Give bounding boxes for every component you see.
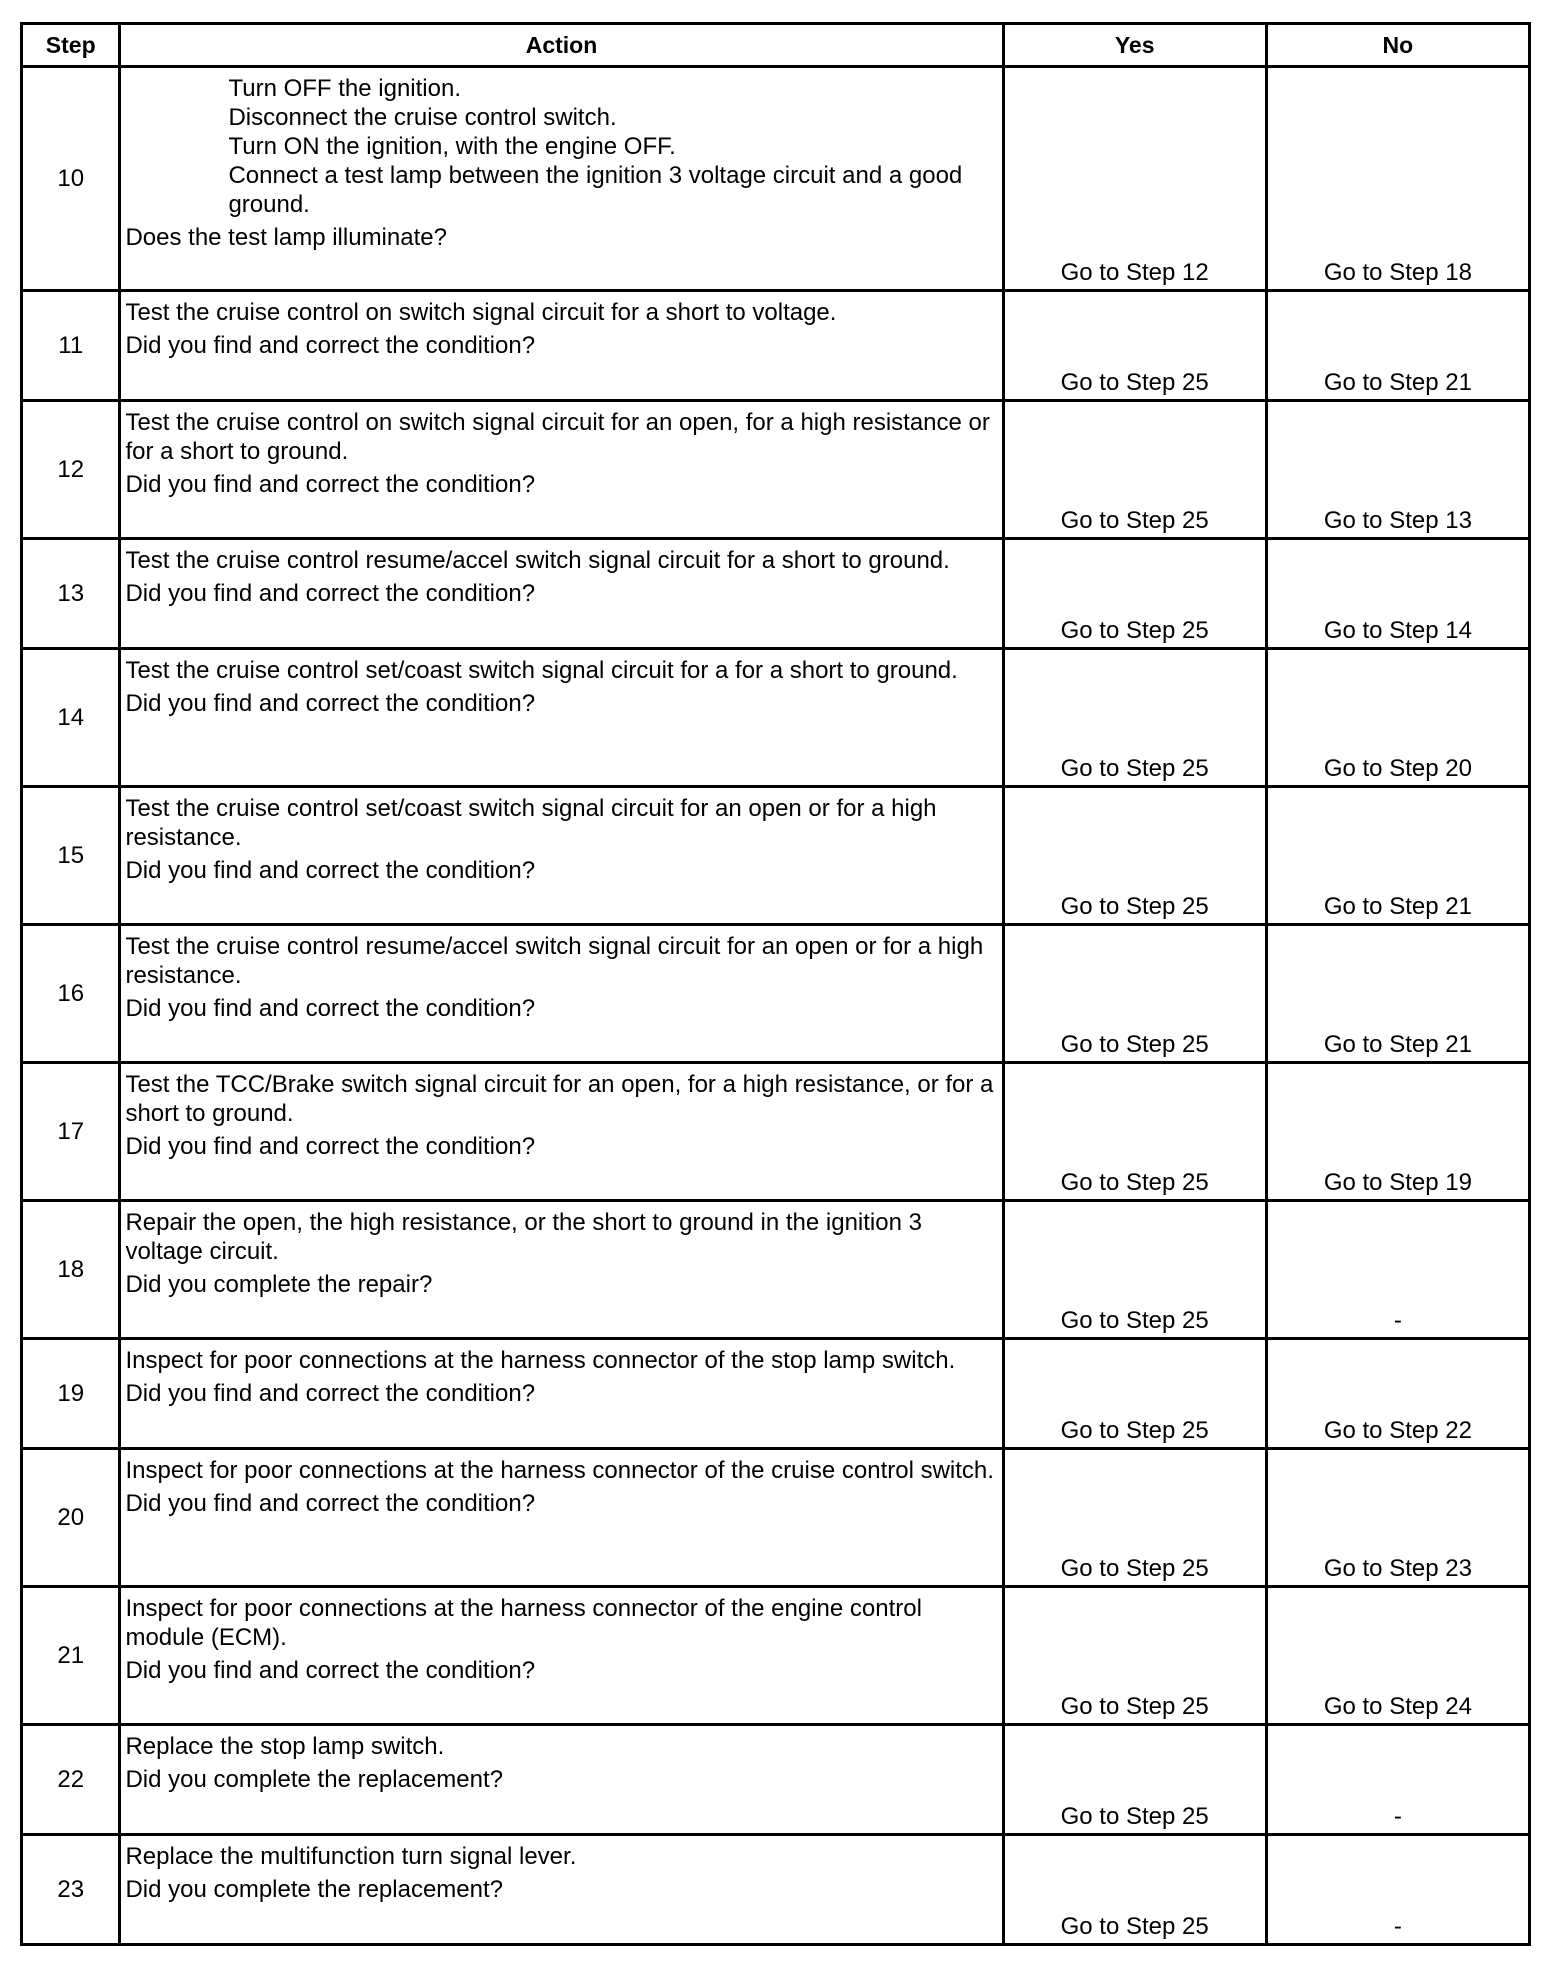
table-row	[22, 539, 1530, 649]
step-number: 14	[22, 649, 120, 787]
yes-cell	[1003, 539, 1266, 649]
step-number: 22	[22, 1725, 120, 1835]
action-cell	[120, 1201, 1003, 1339]
instruction-text: Replace the stop lamp switch.	[125, 1733, 445, 1760]
no-target: Go to Step 23	[1323, 1555, 1472, 1582]
yes-target: Go to Step 25	[1060, 617, 1209, 644]
instruction-text: Inspect for poor connections at the harness connector of the engine control module (ECM).	[125, 1595, 922, 1651]
question-text: Did you find and correct the condition?	[125, 1657, 536, 1684]
step-number: 11	[22, 291, 120, 401]
no-cell	[1266, 1449, 1529, 1587]
no-cell	[1266, 401, 1529, 539]
no-target: Go to Step 22	[1323, 1417, 1472, 1444]
question-text: Did you find and correct the condition?	[125, 471, 536, 498]
table-row	[22, 649, 1530, 787]
step-number: 19	[22, 1339, 120, 1449]
no-target: Go to Step 14	[1323, 617, 1472, 644]
no-cell	[1266, 1725, 1529, 1835]
instruction-list	[125, 74, 995, 219]
action-cell	[120, 787, 1003, 925]
yes-cell	[1003, 1339, 1266, 1449]
instruction-text: Test the cruise control resume/accel switch signal circuit for a short to ground.	[125, 547, 950, 574]
question-text: Did you complete the repair?	[125, 1271, 433, 1298]
question-text: Did you find and correct the condition?	[125, 690, 536, 717]
yes-target: Go to Step 12	[1060, 259, 1209, 286]
yes-cell	[1003, 1587, 1266, 1725]
yes-cell	[1003, 1201, 1266, 1339]
header-yes: Yes	[1003, 24, 1266, 67]
no-cell	[1266, 539, 1529, 649]
question-text: Did you complete the replacement?	[125, 1766, 503, 1793]
step-number: 23	[22, 1835, 120, 1945]
no-cell	[1266, 1201, 1529, 1339]
action-cell	[120, 1339, 1003, 1449]
table-row	[22, 1449, 1530, 1587]
yes-cell	[1003, 401, 1266, 539]
action-cell	[120, 925, 1003, 1063]
header-step: Step	[22, 24, 120, 67]
no-target: -	[1393, 1307, 1402, 1334]
no-target: Go to Step 24	[1323, 1693, 1472, 1720]
yes-cell	[1003, 1835, 1266, 1945]
header-no: No	[1266, 24, 1529, 67]
table-row	[22, 787, 1530, 925]
action-cell	[120, 291, 1003, 401]
instruction-text: Replace the multifunction turn signal lever.	[125, 1843, 577, 1870]
question-text: Does the test lamp illuminate?	[125, 224, 447, 251]
diagnostic-table	[20, 22, 1531, 1946]
no-cell	[1266, 649, 1529, 787]
instruction-text: Test the cruise control set/coast switch signal circuit for an open or for a high resistance.	[125, 795, 937, 851]
question-text: Did you complete the replacement?	[125, 1876, 503, 1903]
action-cell	[120, 1449, 1003, 1587]
instruction-item: Turn OFF the ignition.	[228, 75, 461, 102]
table-row	[22, 1063, 1530, 1201]
action-cell	[120, 649, 1003, 787]
yes-target: Go to Step 25	[1060, 507, 1209, 534]
question-text: Did you find and correct the condition?	[125, 1380, 536, 1407]
no-target: -	[1393, 1803, 1402, 1830]
instruction-text: Inspect for poor connections at the harness connector of the stop lamp switch.	[125, 1347, 956, 1374]
yes-target: Go to Step 25	[1060, 1417, 1209, 1444]
action-cell	[120, 401, 1003, 539]
instruction-text: Test the cruise control resume/accel switch signal circuit for an open or for a high resistance.	[125, 933, 984, 989]
table-row	[22, 1725, 1530, 1835]
instruction-text: Inspect for poor connections at the harness connector of the cruise control switch.	[125, 1457, 994, 1484]
step-number: 15	[22, 787, 120, 925]
yes-target: Go to Step 25	[1060, 1913, 1209, 1940]
step-number: 13	[22, 539, 120, 649]
yes-target: Go to Step 25	[1060, 1031, 1209, 1058]
action-cell	[120, 1725, 1003, 1835]
question-text: Did you find and correct the condition?	[125, 332, 536, 359]
table-row	[22, 1587, 1530, 1725]
step-number: 20	[22, 1449, 120, 1587]
yes-cell	[1003, 649, 1266, 787]
table-row	[22, 925, 1530, 1063]
no-cell	[1266, 1587, 1529, 1725]
instruction-item: Connect a test lamp between the ignition 3 voltage circuit and a good ground.	[228, 162, 963, 218]
no-target: Go to Step 18	[1323, 259, 1472, 286]
table-row	[22, 1339, 1530, 1449]
no-target: -	[1393, 1913, 1402, 1940]
yes-target: Go to Step 25	[1060, 1169, 1209, 1196]
no-cell	[1266, 291, 1529, 401]
action-cell	[120, 1835, 1003, 1945]
action-cell	[120, 1063, 1003, 1201]
no-cell	[1266, 1063, 1529, 1201]
question-text: Did you find and correct the condition?	[125, 857, 536, 884]
question-text: Did you find and correct the condition?	[125, 995, 536, 1022]
no-target: Go to Step 20	[1323, 755, 1472, 782]
step-number: 18	[22, 1201, 120, 1339]
yes-target: Go to Step 25	[1060, 1803, 1209, 1830]
no-cell	[1266, 1835, 1529, 1945]
no-target: Go to Step 21	[1323, 893, 1472, 920]
question-text: Did you find and correct the condition?	[125, 1490, 536, 1517]
no-target: Go to Step 21	[1323, 1031, 1472, 1058]
no-target: Go to Step 13	[1323, 507, 1472, 534]
no-target: Go to Step 19	[1323, 1169, 1472, 1196]
instruction-item: Turn ON the ignition, with the engine OFF.	[228, 133, 676, 160]
yes-cell	[1003, 1725, 1266, 1835]
yes-target: Go to Step 25	[1060, 893, 1209, 920]
table-row	[22, 291, 1530, 401]
yes-cell	[1003, 67, 1266, 291]
yes-cell	[1003, 1063, 1266, 1201]
table-row	[22, 67, 1530, 291]
yes-target: Go to Step 25	[1060, 1693, 1209, 1720]
question-text: Did you find and correct the condition?	[125, 580, 536, 607]
no-target: Go to Step 21	[1323, 369, 1472, 396]
header-action: Action	[120, 24, 1003, 67]
table-row	[22, 1835, 1530, 1945]
step-number: 12	[22, 401, 120, 539]
no-cell	[1266, 925, 1529, 1063]
step-number: 17	[22, 1063, 120, 1201]
action-cell	[120, 1587, 1003, 1725]
yes-cell	[1003, 1449, 1266, 1587]
action-cell	[120, 67, 1003, 291]
instruction-text: Repair the open, the high resistance, or the short to ground in the ignition 3 voltage circuit.	[125, 1209, 922, 1265]
no-cell	[1266, 1339, 1529, 1449]
yes-cell	[1003, 925, 1266, 1063]
table-row	[22, 1201, 1530, 1339]
step-number: 10	[22, 67, 120, 291]
instruction-text: Test the cruise control on switch signal circuit for an open, for a high resistance or for a short to ground.	[125, 409, 990, 465]
yes-target: Go to Step 25	[1060, 1307, 1209, 1334]
instruction-text: Test the cruise control on switch signal circuit for a short to voltage.	[125, 299, 837, 326]
question-text: Did you find and correct the condition?	[125, 1133, 536, 1160]
step-number: 16	[22, 925, 120, 1063]
instruction-text: Test the cruise control set/coast switch signal circuit for a for a short to ground.	[125, 657, 958, 684]
yes-target: Go to Step 25	[1060, 369, 1209, 396]
yes-target: Go to Step 25	[1060, 755, 1209, 782]
no-cell	[1266, 787, 1529, 925]
table-row	[22, 401, 1530, 539]
yes-cell	[1003, 787, 1266, 925]
yes-cell	[1003, 291, 1266, 401]
yes-target: Go to Step 25	[1060, 1555, 1209, 1582]
no-cell	[1266, 67, 1529, 291]
header-row	[22, 24, 1530, 67]
instruction-text: Test the TCC/Brake switch signal circuit for an open, for a high resistance, or for a short to ground.	[125, 1071, 994, 1127]
action-cell	[120, 539, 1003, 649]
step-number: 21	[22, 1587, 120, 1725]
instruction-item: Disconnect the cruise control switch.	[228, 104, 617, 131]
